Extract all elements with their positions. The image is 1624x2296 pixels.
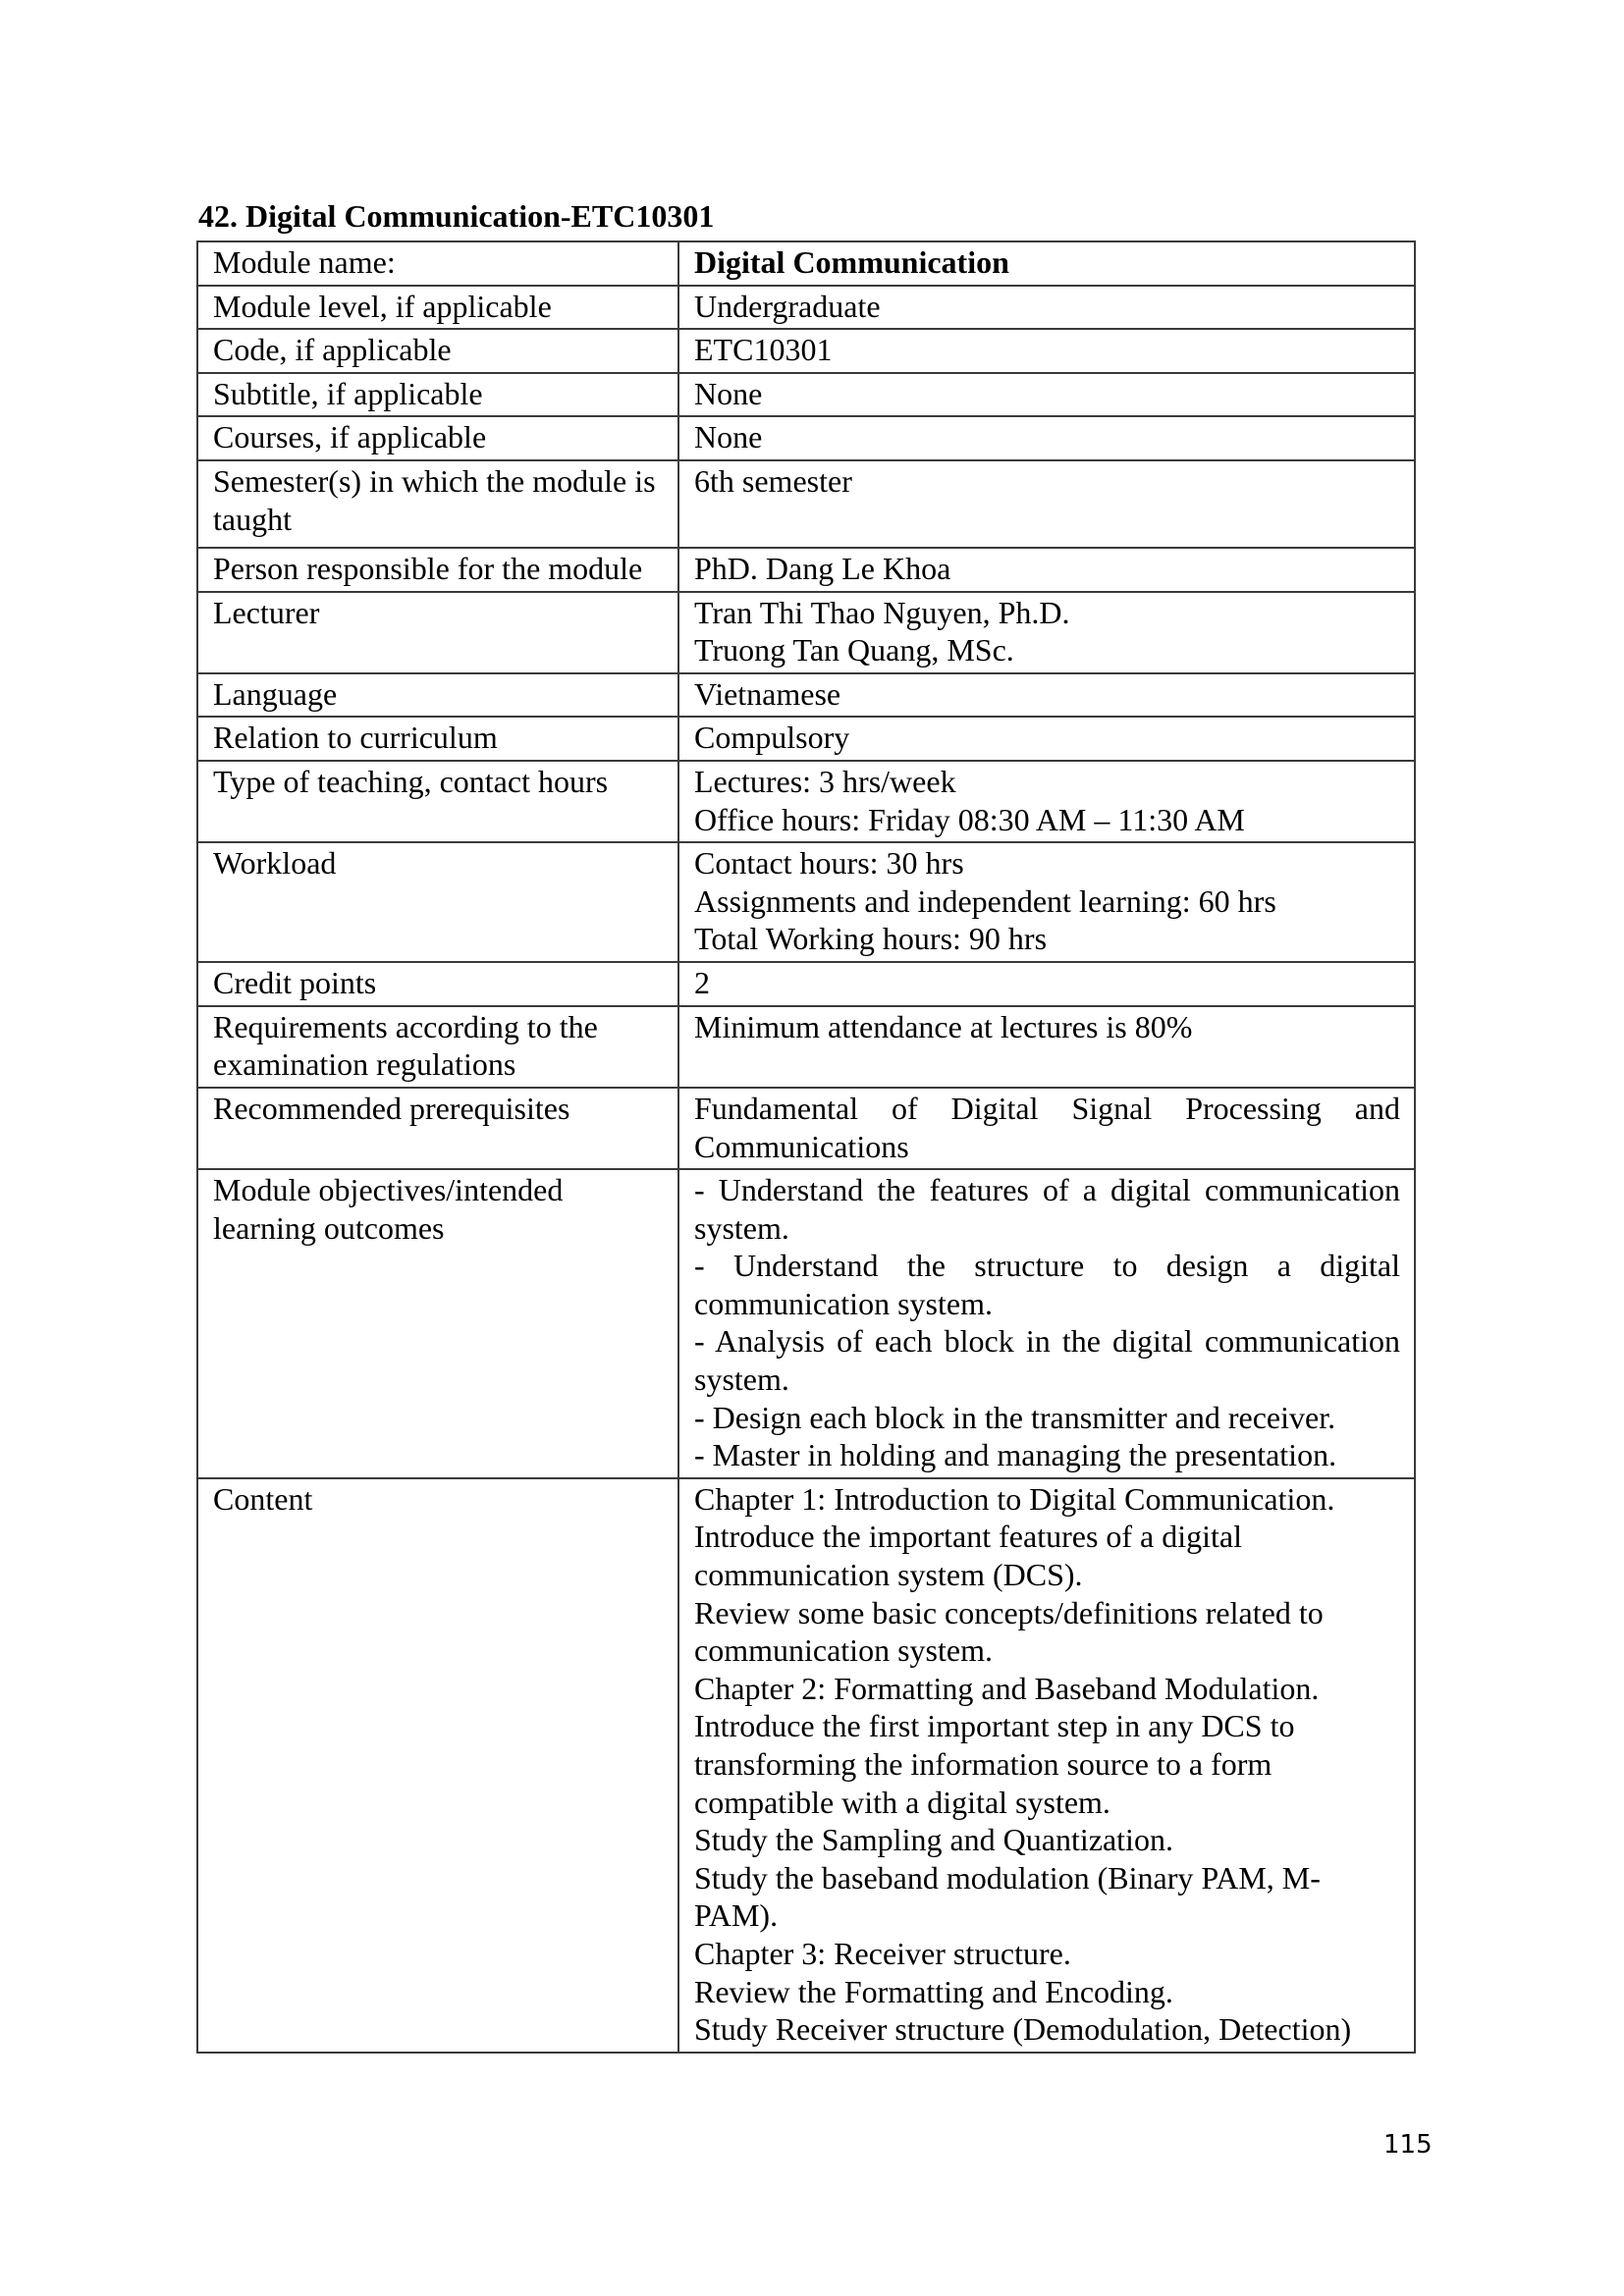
value-line: Lectures: 3 hrs/week — [694, 763, 956, 799]
row-label: Content — [197, 1478, 678, 2053]
value-line: Review some basic concepts/definitions related to communication system. — [694, 1594, 1324, 1669]
value-line: ETC10301 — [694, 332, 833, 368]
row-value — [678, 329, 1415, 373]
row-value — [678, 416, 1415, 460]
value-line: None — [694, 419, 763, 455]
table-row — [197, 1088, 1415, 1169]
row-value — [678, 460, 1415, 548]
table-row — [197, 1169, 1415, 1478]
page-number: 115 — [1383, 2130, 1433, 2160]
table-row — [197, 842, 1415, 962]
row-label: Relation to curriculum — [197, 717, 678, 761]
row-label: Workload — [197, 842, 678, 962]
value-line: Introduce the important features of a digital communication system (DCS). — [694, 1519, 1243, 1593]
row-value — [678, 241, 1415, 286]
row-label: Module objectives/intended learning outcomes — [197, 1169, 678, 1478]
row-value — [678, 842, 1415, 962]
table-row — [197, 592, 1415, 673]
value-line: Study Receiver structure (Demodulation, Detection) — [694, 2011, 1352, 2048]
value-line: Chapter 2: Formatting and Baseband Modulation. — [694, 1670, 1320, 1706]
table-row — [197, 241, 1415, 286]
row-value — [678, 1006, 1415, 1088]
value-line: Undergraduate — [694, 288, 881, 324]
value-line: 2 — [694, 965, 710, 1001]
value-line: Total Working hours: 90 hrs — [694, 921, 1048, 957]
value-line: Office hours: Friday 08:30 AM – 11:30 AM — [694, 801, 1245, 837]
table-body — [197, 241, 1415, 2053]
row-label: Recommended prerequisites — [197, 1088, 678, 1169]
value-line: Truong Tan Quang, MSc. — [694, 632, 1014, 668]
row-value — [678, 373, 1415, 417]
table-row — [197, 373, 1415, 417]
value-line: Tran Thi Thao Nguyen, Ph.D. — [694, 594, 1070, 630]
row-label: Person responsible for the module — [197, 548, 678, 592]
row-label: Semester(s) in which the module is taught — [197, 460, 678, 548]
value-line: Compulsory — [694, 720, 850, 756]
value-line: Review the Formatting and Encoding. — [694, 1973, 1173, 2009]
table-row — [197, 460, 1415, 548]
value-line: Introduce the first important step in any DCS to transforming the information source to a form compatible with a digital system. — [694, 1708, 1295, 1820]
row-label: Language — [197, 673, 678, 718]
page-title: 42. Digital Communication-ETC10301 — [198, 198, 715, 234]
row-value — [678, 717, 1415, 761]
value-line: - Understand the features of a digital communication system. — [694, 1172, 1400, 1246]
table-row — [197, 673, 1415, 718]
table-row — [197, 286, 1415, 330]
row-label: Credit points — [197, 962, 678, 1006]
value-line: Chapter 1: Introduction to Digital Communication. — [694, 1480, 1335, 1517]
row-value — [678, 962, 1415, 1006]
value-line: Digital Communication — [694, 244, 1009, 280]
table-row — [197, 717, 1415, 761]
value-line: Fundamental of Digital Signal Processing and Communications — [694, 1090, 1400, 1164]
value-line: 6th semester — [694, 462, 852, 499]
value-line: Study the baseband modulation (Binary PAM, M-PAM). — [694, 1859, 1321, 1934]
row-label: Code, if applicable — [197, 329, 678, 373]
row-label: Type of teaching, contact hours — [197, 761, 678, 842]
table-row — [197, 1006, 1415, 1088]
table-row — [197, 416, 1415, 460]
row-label: Subtitle, if applicable — [197, 373, 678, 417]
row-label: Requirements according to the examination regulations — [197, 1006, 678, 1088]
row-value — [678, 1088, 1415, 1169]
value-line: - Understand the structure to design a digital communication system. — [694, 1248, 1400, 1321]
row-value — [678, 1478, 1415, 2053]
module-description-table — [196, 240, 1416, 2054]
value-line: Assignments and independent learning: 60 hrs — [694, 882, 1276, 919]
value-line: - Master in holding and managing the presentation. — [694, 1437, 1337, 1473]
row-label: Courses, if applicable — [197, 416, 678, 460]
value-line: PhD. Dang Le Khoa — [694, 550, 951, 586]
row-value — [678, 1169, 1415, 1478]
row-value — [678, 286, 1415, 330]
row-value — [678, 761, 1415, 842]
value-line: - Design each block in the transmitter and receiver. — [694, 1399, 1336, 1435]
value-line: Contact hours: 30 hrs — [694, 845, 964, 881]
value-line: Minimum attendance at lectures is 80% — [694, 1008, 1193, 1044]
table-row — [197, 548, 1415, 592]
row-value — [678, 592, 1415, 673]
value-line: None — [694, 375, 763, 411]
table-row — [197, 1478, 1415, 2053]
row-value — [678, 548, 1415, 592]
table-row — [197, 962, 1415, 1006]
value-line: Chapter 3: Receiver structure. — [694, 1935, 1071, 1971]
row-value — [678, 673, 1415, 718]
row-label: Lecturer — [197, 592, 678, 673]
value-line: - Analysis of each block in the digital communication system. — [694, 1323, 1400, 1398]
table-row — [197, 761, 1415, 842]
value-line: Study the Sampling and Quantization. — [694, 1822, 1173, 1858]
value-line: Vietnamese — [694, 675, 841, 712]
row-label: Module level, if applicable — [197, 286, 678, 330]
table-row — [197, 329, 1415, 373]
row-label: Module name: — [197, 241, 678, 286]
